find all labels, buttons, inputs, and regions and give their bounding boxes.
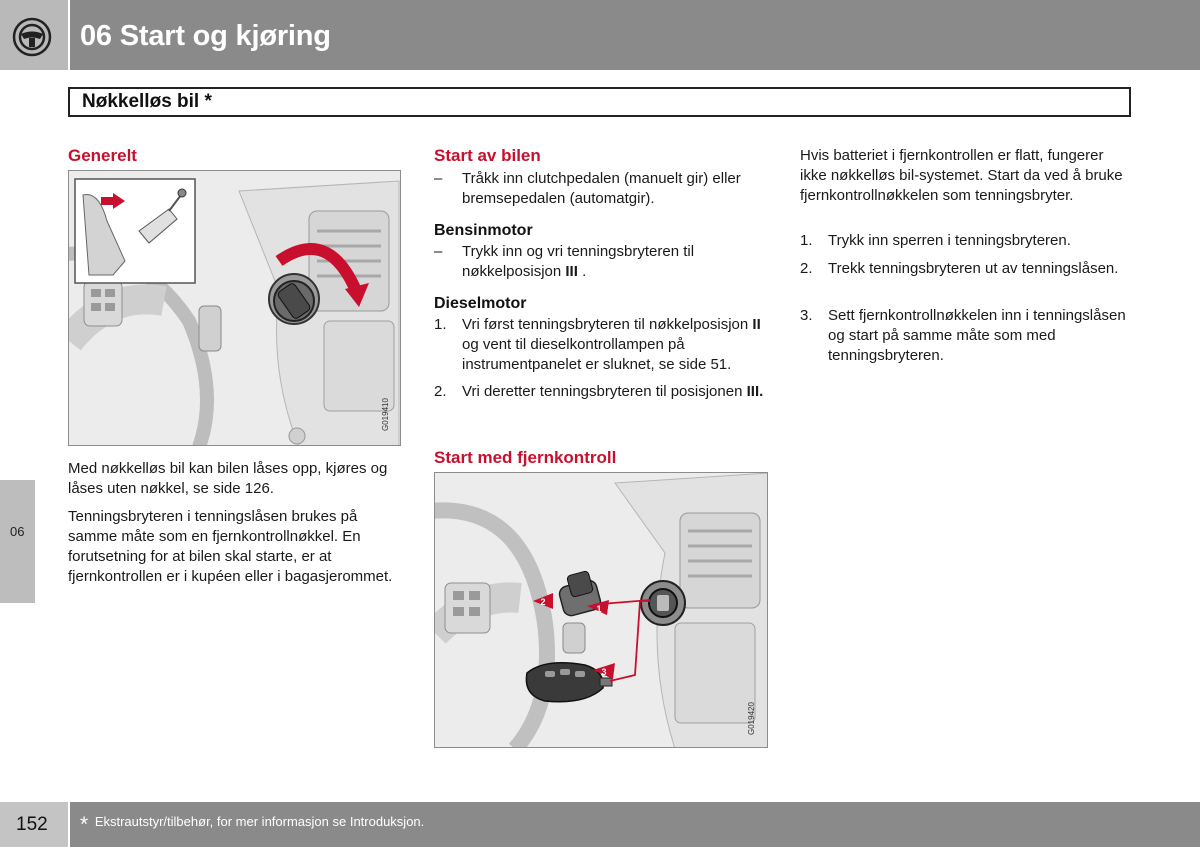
- step-number: 3.: [800, 307, 813, 324]
- footnote-text: Ekstrautstyr/tilbehør, for mer informasjon se Introduksjon.: [94, 814, 425, 829]
- generelt-heading: Generelt: [68, 146, 137, 165]
- start-item-text: Tråkk inn clutchpedalen (manuelt gir) eller bremsepedalen (automatgir).: [462, 170, 741, 207]
- remote-step-text: Sett fjernkontrollnøkkelen inn i tenningslåsen og start på samme måte som med tenningsbryteren.: [828, 307, 1126, 364]
- bensin-item-text: [462, 242, 768, 282]
- step-number: 2.: [434, 383, 447, 400]
- diesel-step-1: [434, 315, 768, 375]
- remote-step-2: [800, 259, 1134, 299]
- bensin-end: .: [582, 263, 587, 280]
- diesel-text: Vri deretter tenningsbryteren til posisjonen: [462, 383, 743, 400]
- page-number: 152: [16, 814, 48, 835]
- start-item: [434, 169, 768, 209]
- ignition-figure: [68, 170, 401, 446]
- key-position-iii: III: [565, 263, 578, 280]
- bensin-item: [434, 242, 768, 282]
- remote-step-1: [800, 231, 1134, 251]
- diesel-step-text: [462, 315, 768, 375]
- figure-code: G019410: [381, 398, 390, 431]
- side-chapter-tab: [0, 480, 35, 603]
- battery-paragraph: Hvis batteriet i fjernkontrollen er flatt, fungerer ikke nøkkelløs bil-systemet. Start da ved å bruke fjernkontrollnøkkelen som tenningsbryter.: [800, 147, 1123, 204]
- ignition-illustration: [69, 171, 401, 446]
- ignition-paragraph: Tenningsbryteren i tenningslåsen brukes på samme måte som en fjernkontrollnøkkel. En forutsetning for at bilen skal starte, er at fjernkontrollen er i kupéen eller i bagasjerommet.: [68, 508, 393, 585]
- side-tab-label: 06: [10, 524, 25, 539]
- diesel-text-rest: og vent til dieselkontrollampen på instrumentpanelet er sluknet, se side 51.: [462, 336, 732, 373]
- footnote: [80, 813, 424, 837]
- diesel-heading: Dieselmotor: [434, 295, 527, 312]
- step-number: 1.: [800, 232, 813, 249]
- dash-marker: –: [434, 170, 443, 187]
- remote-heading: Start med fjernkontroll: [434, 448, 617, 467]
- bensin-text: Trykk inn og vri tenningsbryteren til nøkkelposisjon: [462, 243, 695, 280]
- diesel-text: Vri først tenningsbryteren til nøkkelposisjon: [462, 316, 749, 333]
- bensin-heading: Bensinmotor: [434, 222, 533, 239]
- dash-marker: –: [434, 243, 443, 260]
- callout-2: 2: [540, 597, 546, 607]
- remote-step-3: [800, 306, 1134, 366]
- diesel-step-2: [434, 382, 768, 422]
- chapter-title: 06 Start og kjøring: [80, 20, 331, 52]
- figure-code: G019420: [747, 702, 756, 735]
- diesel-step-text: [462, 382, 768, 402]
- remote-start-figure: [434, 472, 768, 748]
- callout-1: 1: [596, 604, 602, 614]
- steering-wheel-icon: [12, 17, 52, 57]
- step-number: 1.: [434, 316, 447, 333]
- remote-step-text: Trekk tenningsbryteren ut av tenningslåsen.: [828, 260, 1119, 277]
- section-title-box: [68, 87, 1131, 117]
- section-title: Nøkkelløs bil *: [82, 91, 212, 112]
- step-number: 2.: [800, 260, 813, 277]
- key-position-iii: III.: [746, 383, 764, 400]
- footnote-asterisk: *: [80, 813, 89, 836]
- key-position-ii: II: [752, 316, 761, 333]
- intro-paragraph: Med nøkkelløs bil kan bilen låses opp, kjøres og låses uten nøkkel, se side 126.: [68, 460, 388, 497]
- remote-step-text: Trykk inn sperren i tenningsbryteren.: [828, 232, 1071, 249]
- callout-3: 3: [601, 667, 607, 677]
- header-left-block: [0, 0, 68, 70]
- start-heading: Start av bilen: [434, 146, 541, 165]
- remote-start-illustration: [435, 473, 768, 748]
